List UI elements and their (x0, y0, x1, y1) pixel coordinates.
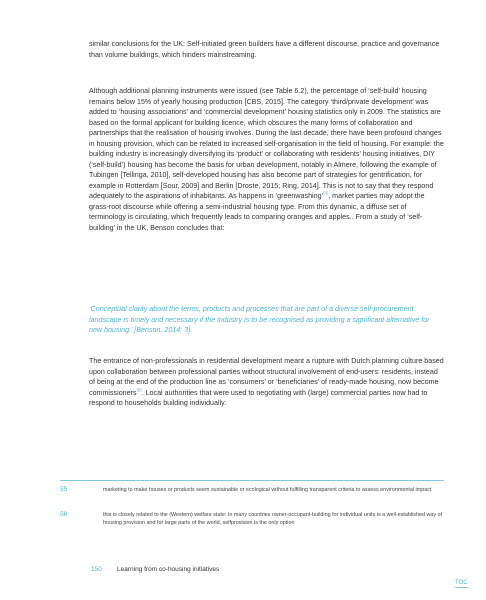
footnote-divider (60, 480, 444, 481)
footnote-ref-55[interactable]: 55 (323, 190, 329, 196)
quote-text: ‘Conceptual clarity about the terms, products and processes that are part of a diverse self-procurement landscape is timely and necessary if the industry is to be recognised as providing a significant alternative for new housing.’ [Benson, 2014: 3]. (89, 305, 430, 334)
paragraph-text: similar conclusions for the UK: Self-initiated green builders have a different discourse, practice and governance than volume buildings, which hinders mainstreaming. (89, 40, 440, 59)
running-title: Learning from co-housing initiatives (117, 566, 220, 573)
paragraph-text: The entrance of non-professionals in residential development meant a rupture with Dutch planning culture based upon collaboration between professional parties without structural involvement of end-users: residents, instead of being at the end of the production line as ‘consumers’ or ‘beneficiaries’ of ready-made housing, now become commissioners (89, 357, 444, 397)
block-quote (89, 304, 444, 336)
footnote-number: 56 (60, 511, 68, 518)
paragraph-text: Although additional planning instruments were issued (see Table 6.2), the percentage of ‘self-build’ housing remains below 15% of yearly housing production [CBS, 2015]. The category ‘third/private development’ was added to ‘housing associations’ and ‘commercial development’ housing statistics only in 2009. The statistics are based on the formal applicant for building licence, which obscures the many forms of collaboration and partnerships that the realisation of housing involves. During the last decade, there have been profound changes in housing provision, which can be related to increased self-organisation in the field of housing. For example: the building industry is increasingly diversifying its ‘product’ or collaborating with residents’ housing initiatives, DIY (‘self-build’) housing has become the basis for urban development, notably in Almere, following the example of Tubingen [Tellinga, 2010], self-developed housing has also become part of strategies for gentrification, for example in Rotterdam [Sour, 2009] and Berlin [Droste, 2015; Ring, 2014]. This is not to say that they respond adequately to the aspirations of inhabitants. As happens in ‘greenwashing’ (89, 87, 444, 200)
paragraph-planning (89, 86, 444, 233)
paragraph-text: , market parties may adopt the grass-root discourse while offering a semi-industrial housing type. From this dynamic, a diffuse set of terminology is circulating, which frequently leads to comparing oranges and apples.. From a study of ‘self-building’ in the UK, Benson concludes that: (89, 192, 425, 232)
paragraph-intro (89, 39, 444, 60)
footnote-text: marketing to make houses or products seem sustainable or ecological without fulfilling transparent criteria to assess environmental impact (103, 487, 432, 493)
footnote-number: 55 (60, 486, 68, 493)
footnote-ref-56[interactable]: 56 (136, 387, 142, 393)
toc-link[interactable]: TOC (455, 580, 468, 586)
footnote-text: this is closely related to the (Western) welfare state: In many countries owner-occupant-building for individual units is a well-established way of housing provision and for large parts of the world, selfprovision is the only option (103, 512, 443, 527)
page-number: 150 (91, 566, 102, 573)
paragraph-text: . Local authorities that were used to negotiating with (large) commercial parties now had to respond to households building individually. (89, 388, 428, 407)
paragraph-entrance (89, 356, 444, 409)
